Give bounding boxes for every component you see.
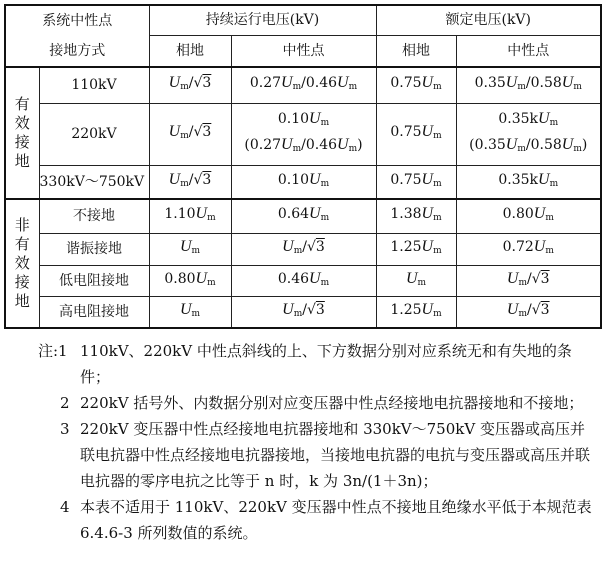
cell: $0.72U_m$: [456, 233, 601, 265]
header-grounding-mode-2: 接地方式: [5, 35, 149, 67]
cell-line: $0.35kU_m$: [498, 110, 559, 128]
cell: $0.80U_m$: [456, 199, 601, 233]
cell: $0.80U_m$: [149, 265, 231, 296]
cell: $U_m$: [149, 233, 231, 265]
header-cont-phase: 相地: [149, 35, 231, 67]
cell: $1.38U_m$: [376, 199, 456, 233]
cell: [231, 103, 376, 165]
cell: $0.35kU_m$: [456, 165, 601, 199]
cell: $U_m$: [376, 265, 456, 296]
table-row: [5, 265, 601, 296]
table-notes: [0, 338, 605, 546]
row-label: 低电阻接地: [39, 265, 149, 296]
cell-line: $(0.35U_m/0.58U_m)$: [469, 136, 588, 154]
note-text: 220kV 变压器中性点经接地电抗器接地和 330kV～750kV 变压器或高压并联电抗器中性点经接地电抗器接地，当接地电抗器的电抗与变压器或高压并联电抗器的零序电抗之比等于 n 时，k 为 3n/(1＋3n)；: [80, 420, 591, 490]
table-row: [5, 233, 601, 265]
header-rated-neutral: 中性点: [456, 35, 601, 67]
cell: $0.10U_m$: [231, 165, 376, 199]
cell: $U_m/√3$: [231, 233, 376, 265]
cell-line: $(0.27U_m/0.46U_m)$: [244, 136, 363, 154]
cell: $0.64U_m$: [231, 199, 376, 233]
cell: $U_m/√3$: [456, 296, 601, 328]
cell: $0.75U_m$: [376, 67, 456, 103]
note-text: 本表不适用于 110kV、220kV 变压器中性点不接地且绝缘水平低于本规范表 6.4.6-3 所列数值的系统。: [80, 498, 592, 542]
row-label: 220kV: [39, 103, 149, 165]
cell: $0.75U_m$: [376, 165, 456, 199]
note-number: 4: [60, 498, 70, 516]
group-effective: 有 效 接 地: [5, 67, 39, 199]
note-number: 3: [60, 420, 70, 438]
table-row: [5, 103, 601, 165]
cell: $0.35U_m/0.58U_m$: [456, 67, 601, 103]
cell: [456, 103, 601, 165]
cell: $U_m$: [149, 296, 231, 328]
cell: $U_m/√3$: [456, 265, 601, 296]
header-rated-voltage: 额定电压(kV): [376, 5, 601, 35]
header-grounding-mode-1: 系统中性点: [5, 5, 149, 35]
row-label: 谐振接地: [39, 233, 149, 265]
header-continuous-voltage: 持续运行电压(kV): [149, 5, 376, 35]
note-3: [0, 416, 605, 494]
cell: $1.25U_m$: [376, 233, 456, 265]
table-row: [5, 199, 601, 233]
cell: $1.10U_m$: [149, 199, 231, 233]
header-rated-phase: 相地: [376, 35, 456, 67]
cell: $U_m/√3$: [149, 67, 231, 103]
cell-line: $0.10U_m$: [277, 110, 330, 128]
cell: $U_m/√3$: [149, 103, 231, 165]
cell: $0.46U_m$: [231, 265, 376, 296]
table-row: [5, 67, 601, 103]
row-label: 110kV: [39, 67, 149, 103]
voltage-table: [4, 4, 602, 329]
note-2: [0, 390, 605, 416]
row-label: 高电阻接地: [39, 296, 149, 328]
cell: $U_m/√3$: [231, 296, 376, 328]
row-label: 不接地: [39, 199, 149, 233]
note-text: 220kV 括号外、内数据分别对应变压器中性点经接地电抗器接地和不接地；: [80, 394, 584, 412]
cell: $0.75U_m$: [376, 103, 456, 165]
note-number: 2: [60, 394, 70, 412]
group-non-effective: 非 有 效 接 地: [5, 199, 39, 328]
note-1: [0, 338, 605, 390]
header-cont-neutral: 中性点: [231, 35, 376, 67]
cell: $0.27U_m/0.46U_m$: [231, 67, 376, 103]
note-text: 110kV、220kV 中性点斜线的上、下方数据分别对应系统无和有失地的条件；: [80, 342, 572, 386]
note-4: [0, 494, 605, 546]
cell: $1.25U_m$: [376, 296, 456, 328]
note-number: 注:1: [38, 342, 68, 360]
cell: $U_m/√3$: [149, 165, 231, 199]
table-row: [5, 165, 601, 199]
row-label: 330kV～750kV: [39, 165, 149, 199]
table-row: [5, 296, 601, 328]
